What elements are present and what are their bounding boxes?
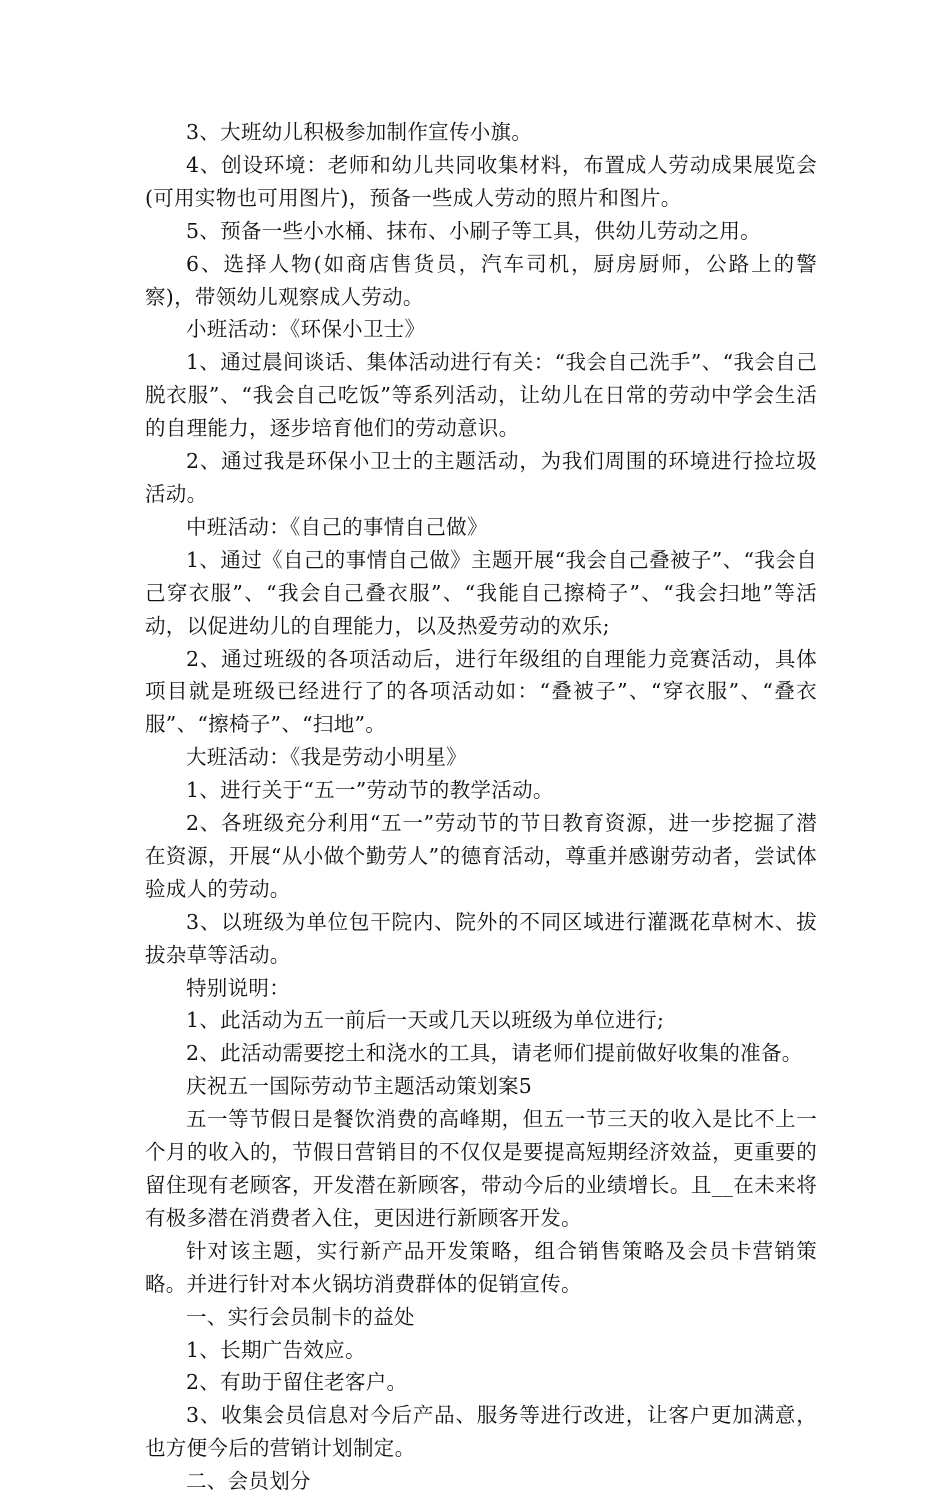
paragraph: 1、通过《自己的事情自己做》主题开展“我会自己叠被子”、“我会自己穿衣服”、“我会自己叠衣服”、“我能自己擦椅子”、“我会扫地”等活动，以促进幼儿的自理能力，以及热爱劳动的欢乐; — [145, 547, 817, 638]
section-heading: 中班活动：《自己的事情自己做》 — [186, 514, 488, 539]
paragraph: 3、大班幼儿积极参加制作宣传小旗。 — [186, 120, 533, 144]
paragraph: 针对该主题，实行新产品开发策略，组合销售策略及会员卡营销策略。并进行针对本火锅坊消费群体的促销宣传。 — [145, 1238, 817, 1296]
section-heading: 二、会员划分 — [186, 1469, 311, 1494]
paragraph: 5、预备一些小水桶、抹布、小刷子等工具，供幼儿劳动之用。 — [186, 218, 761, 243]
section-heading: 一、实行会员制卡的益处 — [186, 1304, 415, 1329]
document-body — [145, 116, 817, 1498]
paragraph: 6、选择人物(如商店售货员，汽车司机，厨房厨师，公路上的警察)，带领幼儿观察成人劳动。 — [145, 251, 817, 309]
section-heading: 小班活动：《环保小卫士》 — [186, 317, 426, 342]
document-section-title: 庆祝五一国际劳动节主题活动策划案5 — [186, 1074, 533, 1099]
paragraph: 2、各班级充分利用“五一”劳动节的节日教育资源，进一步挖掘了潜在资源，开展“从小做个勤劳人”的德育活动，尊重并感谢劳动者，尝试体验成人的劳动。 — [145, 811, 817, 901]
section-heading: 大班活动：《我是劳动小明星》 — [186, 745, 467, 770]
paragraph: 五一等节假日是餐饮消费的高峰期，但五一节三天的收入是比不上一个月的收入的，节假日营销目的不仅仅是要提高短期经济效益，更重要的留住现有老顾客，开发潜在新顾客，带动今后的业绩增长。且__在未来将有极多潜在消费者入住，更因进行新顾客开发。 — [145, 1107, 817, 1230]
paragraph: 4、创设环境：老师和幼儿共同收集材料，布置成人劳动成果展览会(可用实物也可用图片)，预备一些成人劳动的照片和图片。 — [145, 152, 817, 210]
paragraph: 2、此活动需要挖土和浇水的工具，请老师们提前做好收集的准备。 — [186, 1041, 803, 1066]
paragraph: 3、收集会员信息对今后产品、服务等进行改进，让客户更加满意，也方便今后的营销计划制定。 — [145, 1403, 817, 1461]
paragraph: 1、长期广告效应。 — [186, 1337, 366, 1362]
paragraph: 1、此活动为五一前后一天或几天以班级为单位进行; — [186, 1008, 665, 1033]
paragraph: 1、进行关于“五一”劳动节的教学活动。 — [186, 778, 554, 803]
paragraph: 2、通过我是环保小卫士的主题活动，为我们周围的环境进行捡垃圾活动。 — [145, 449, 817, 506]
paragraph: 2、有助于留住老客户。 — [186, 1370, 408, 1395]
section-heading: 特别说明： — [186, 975, 290, 1000]
paragraph: 3、以班级为单位包干院内、院外的不同区域进行灌溉花草树木、拔拔杂草等活动。 — [145, 909, 817, 967]
paragraph: 1、通过晨间谈话、集体活动进行有关：“我会自己洗手”、“我会自己脱衣服”、“我会自己吃饭”等系列活动，让幼儿在日常的劳动中学会生活的自理能力，逐步培育他们的劳动意识。 — [145, 350, 817, 441]
paragraph: 2、通过班级的各项活动后，进行年级组的自理能力竞赛活动，具体项目就是班级已经进行了的各项活动如：“叠被子”、“穿衣服”、“叠衣服”、“擦椅子”、“扫地”。 — [145, 646, 817, 737]
